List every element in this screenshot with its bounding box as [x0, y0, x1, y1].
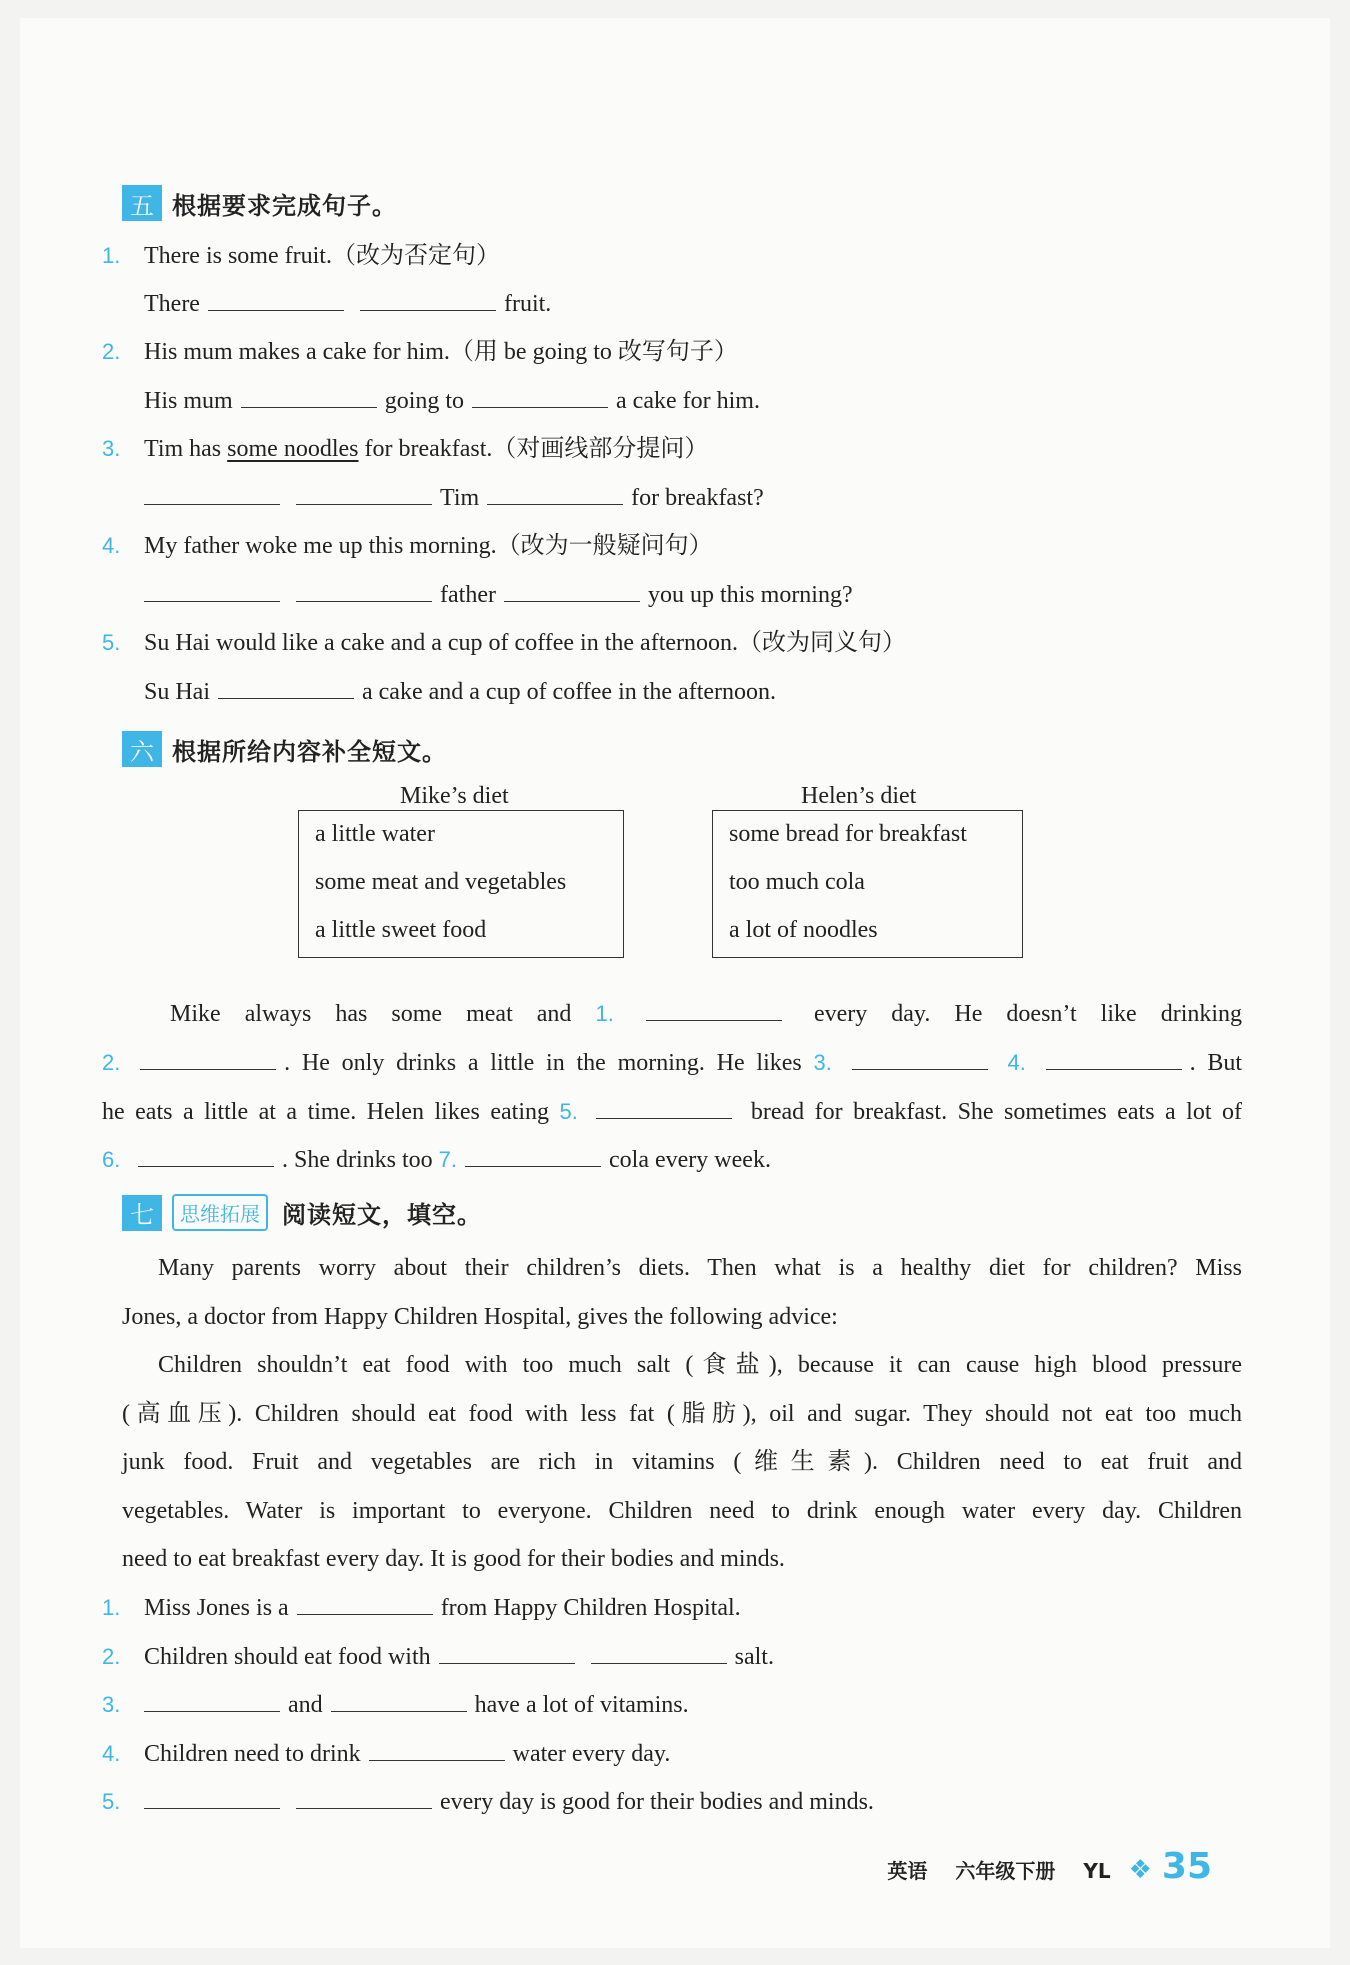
q-number: 1. [102, 243, 121, 268]
s5-q4 [102, 530, 713, 562]
reading-line: junk food. Fruit and vegetables are rich in vitamins (维生素). Children need to eat fruit and [122, 1449, 1242, 1475]
blank-number: 2. [102, 1050, 121, 1075]
answer-blank[interactable] [296, 1786, 432, 1809]
section-5-header [122, 185, 397, 221]
section-5-title: 根据要求完成句子。 [172, 191, 397, 220]
answer-blank[interactable] [596, 1096, 732, 1119]
diet-item: too much cola [729, 869, 865, 895]
thinking-extension-tag: 思维拓展 [172, 1194, 268, 1231]
question-text: His mum makes a cake for him.（用 be going to 改写句子） [144, 339, 738, 365]
answer-blank[interactable] [144, 482, 280, 505]
blank-number: 7. [438, 1147, 458, 1172]
answer-text: Tim [440, 485, 480, 511]
diet-item: some meat and vegetables [315, 869, 567, 895]
question-text: water every day. [512, 1741, 671, 1767]
diet-item: a lot of noodles [729, 917, 878, 943]
reading-line: need to eat breakfast every day. It is good for their bodies and minds. [122, 1546, 785, 1572]
s5-q5 [102, 627, 906, 659]
s5-a2 [144, 385, 760, 417]
s7-q4 [102, 1738, 670, 1770]
answer-blank[interactable] [1046, 1047, 1182, 1070]
answer-blank[interactable] [208, 288, 344, 311]
q-number: 2. [102, 339, 121, 364]
answer-text: Su Hai [144, 679, 210, 705]
question-text: from Happy Children Hospital. [440, 1595, 741, 1621]
helen-diet-title: Helen’s diet [801, 783, 917, 809]
passage-text: . She drinks too [282, 1147, 433, 1173]
question-text: have a lot of vitamins. [474, 1692, 689, 1718]
question-text: There is some fruit.（改为否定句） [144, 243, 500, 269]
s7-q5 [102, 1786, 874, 1818]
answer-text: a cake for him. [616, 388, 760, 414]
answer-blank[interactable] [369, 1738, 505, 1761]
answer-blank[interactable] [504, 579, 640, 602]
answer-blank[interactable] [144, 1786, 280, 1809]
section-7-badge: 七 [122, 1195, 162, 1231]
s5-q3 [102, 433, 708, 465]
q-number: 4. [102, 533, 121, 558]
passage-text: Mike always has some meat and [170, 1001, 572, 1027]
reading-line: Many parents worry about their children’s diets. Then what is a healthy diet for children? Miss [158, 1255, 1242, 1281]
question-text: Su Hai would like a cake and a cup of coffee in the afternoon.（改为同义句） [144, 630, 906, 656]
passage-text: . He only drinks a little in the morning. He likes [284, 1050, 802, 1076]
answer-text: His mum [144, 388, 233, 414]
reading-line: (高血压). Children should eat food with less fat (脂肪), oil and sugar. They should not eat too much [122, 1401, 1242, 1427]
answer-text: for breakfast? [631, 485, 764, 511]
answer-blank[interactable] [472, 385, 608, 408]
question-text: salt. [734, 1644, 774, 1670]
q-number: 5. [102, 1789, 121, 1814]
passage-text: he eats a little at a time. Helen likes eating [102, 1099, 549, 1125]
answer-blank[interactable] [487, 482, 623, 505]
mike-diet-box [298, 810, 624, 958]
q-number: 1. [102, 1595, 121, 1620]
footer-subject: 英语 [887, 1859, 928, 1883]
answer-text: going to [384, 388, 465, 414]
q-number: 3. [102, 436, 121, 461]
q-number: 3. [102, 1692, 121, 1717]
answer-blank[interactable] [360, 288, 496, 311]
blank-number: 5. [559, 1099, 578, 1124]
s5-a3 [136, 482, 764, 514]
s5-a5 [144, 676, 776, 708]
diet-item: some bread for breakfast [729, 821, 967, 847]
section-5-badge: 五 [122, 185, 162, 221]
answer-blank[interactable] [296, 579, 432, 602]
reading-line: vegetables. Water is important to everyone. Children need to drink enough water every day. Children [122, 1498, 1242, 1524]
section-6-header [122, 731, 447, 767]
answer-blank[interactable] [591, 1641, 727, 1664]
helen-diet-box [712, 810, 1023, 958]
blank-number: 4. [1007, 1050, 1026, 1075]
diet-item: a little water [315, 821, 435, 847]
question-text: Children need to drink [144, 1741, 361, 1767]
reading-line: Children shouldn’t eat food with too much salt (食盐), because it can cause high blood pressure [158, 1352, 1242, 1378]
section-6-title: 根据所给内容补全短文。 [172, 737, 447, 766]
passage-line [102, 1144, 771, 1176]
passage-line [102, 1047, 1242, 1079]
workbook-page [20, 18, 1330, 1948]
s7-q3 [102, 1689, 689, 1721]
diet-item: a little sweet food [315, 917, 487, 943]
answer-text: fruit. [503, 291, 552, 317]
blank-number: 1. [595, 1001, 614, 1026]
answer-text: you up this morning? [647, 582, 853, 608]
diamond-icon: ❖ [1128, 1855, 1152, 1885]
answer-blank[interactable] [852, 1047, 988, 1070]
s5-a1 [144, 288, 551, 320]
s5-q2 [102, 336, 738, 368]
answer-text: father [440, 582, 496, 608]
question-text: for breakfast.（对画线部分提问） [364, 436, 709, 462]
footer-edition: YL [1083, 1859, 1111, 1883]
footer-grade: 六年级下册 [955, 1859, 1056, 1883]
section-6-badge: 六 [122, 731, 162, 767]
answer-blank[interactable] [331, 1689, 467, 1712]
s7-q1 [102, 1592, 741, 1624]
answer-blank[interactable] [144, 1689, 280, 1712]
blank-number: 3. [813, 1050, 832, 1075]
passage-text: . But [1189, 1050, 1243, 1076]
question-text: every day is good for their bodies and minds. [440, 1789, 874, 1815]
q-number: 2. [102, 1644, 121, 1669]
q-number: 4. [102, 1741, 121, 1766]
blank-number: 6. [102, 1147, 121, 1172]
underlined-phrase: some noodles [227, 436, 359, 462]
passage-line [102, 1096, 1242, 1128]
page-number: 35 [1161, 1846, 1212, 1887]
section-7-header [122, 1194, 482, 1231]
question-text: My father woke me up this morning.（改为一般疑问句） [144, 533, 713, 559]
answer-blank[interactable] [138, 1144, 274, 1167]
answer-blank[interactable] [465, 1144, 601, 1167]
page-footer [859, 1846, 1212, 1887]
answer-text: a cake and a cup of coffee in the afternoon. [362, 679, 777, 705]
answer-blank[interactable] [218, 676, 354, 699]
question-text: Tim has [144, 436, 222, 462]
s5-q1 [102, 240, 500, 272]
answer-blank[interactable] [296, 482, 432, 505]
passage-text: bread for breakfast. She sometimes eats a lot of [750, 1099, 1242, 1125]
answer-blank[interactable] [241, 385, 377, 408]
answer-text: There [144, 291, 200, 317]
answer-blank[interactable] [140, 1047, 276, 1070]
answer-blank[interactable] [439, 1641, 575, 1664]
section-7-title: 阅读短文，填空。 [282, 1201, 482, 1229]
passage-text: every day. He doesn’t like drinking [813, 1001, 1243, 1027]
answer-blank[interactable] [297, 1592, 433, 1615]
s7-q2 [102, 1641, 774, 1673]
question-text: and [288, 1692, 323, 1718]
q-number: 5. [102, 630, 121, 655]
question-text: Miss Jones is a [144, 1595, 289, 1621]
answer-blank[interactable] [646, 998, 782, 1021]
answer-blank[interactable] [144, 579, 280, 602]
s5-a4 [136, 579, 853, 611]
reading-line: Jones, a doctor from Happy Children Hospital, gives the following advice: [122, 1304, 838, 1330]
passage-line [170, 998, 1242, 1030]
passage-text: cola every week. [609, 1147, 771, 1173]
mike-diet-title: Mike’s diet [400, 783, 509, 809]
question-text: Children should eat food with [144, 1644, 431, 1670]
